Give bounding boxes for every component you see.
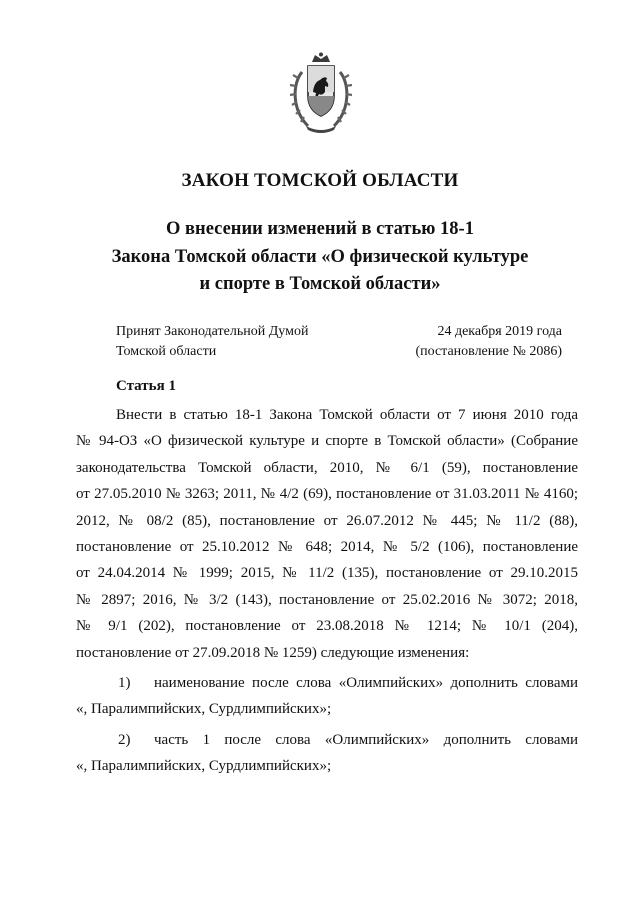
subtitle-line: О внесении изменений в статью 18-1 xyxy=(166,219,474,239)
list-item-number: 2) xyxy=(118,731,131,748)
paragraph-line: постановление от 25.10.2012 № 648; 2014, № 5/2 (106), постановление xyxy=(76,539,578,556)
adoption-date xyxy=(415,322,562,362)
paragraph-line: № 2897; 2016, № 3/2 (143), постановление от 25.02.2016 № 3072; 2018, xyxy=(76,591,578,608)
list-item-continuation: «, Паралимпийских, Сурдлимпийских»; xyxy=(76,701,332,718)
paragraph-line: № 94-ОЗ «О физической культуре и спорте в Томской области» (Собрание xyxy=(76,433,578,450)
paragraph-line: постановление от 27.09.2018 № 1259) следующие изменения: xyxy=(76,644,470,661)
adoption-resolution-line: (постановление № 2086) xyxy=(415,344,562,359)
adoption-body-line: Принят Законодательной Думой xyxy=(116,324,309,339)
list-item-text: часть 1 после слова «Олимпийских» дополнить словами xyxy=(154,731,578,748)
article-heading: Статья 1 xyxy=(116,378,176,394)
article-body xyxy=(76,402,578,780)
adoption-body xyxy=(116,322,308,362)
list-item xyxy=(76,670,578,696)
subtitle-line: и спорте в Томской области» xyxy=(199,274,441,294)
paragraph-line: № 9/1 (202), постановление от 23.08.2018 № 1214; № 10/1 (204), xyxy=(76,618,578,635)
document-subtitle xyxy=(0,216,640,299)
list-item xyxy=(76,727,578,753)
list-item-continuation: «, Паралимпийских, Сурдлимпийских»; xyxy=(76,758,332,775)
list-item-text: наименование после слова «Олимпийских» дополнить словами xyxy=(154,675,578,692)
coat-of-arms-icon xyxy=(286,52,356,136)
paragraph-line: от 24.04.2014 № 1999; 2015, № 11/2 (135), постановление от 29.10.2015 xyxy=(76,565,578,582)
list-item-number: 1) xyxy=(118,675,131,692)
paragraph-line: 2012, № 08/2 (85), постановление от 26.07.2012 № 445; № 11/2 (88), xyxy=(76,512,578,529)
adoption-date-line: 24 декабря 2019 года xyxy=(437,324,562,339)
document-title: ЗАКОН ТОМСКОЙ ОБЛАСТИ xyxy=(181,170,459,191)
adoption-body-line: Томской области xyxy=(116,344,217,359)
subtitle-line: Закона Томской области «О физической культуре xyxy=(111,246,529,267)
paragraph-line: от 27.05.2010 № 3263; 2011, № 4/2 (69), постановление от 31.03.2011 № 4160; xyxy=(76,486,578,503)
paragraph-line: законодательства Томской области, 2010, № 6/1 (59), постановление xyxy=(76,459,578,476)
paragraph-line: Внести в статью 18-1 Закона Томской области от 7 июня 2010 года xyxy=(116,407,578,423)
